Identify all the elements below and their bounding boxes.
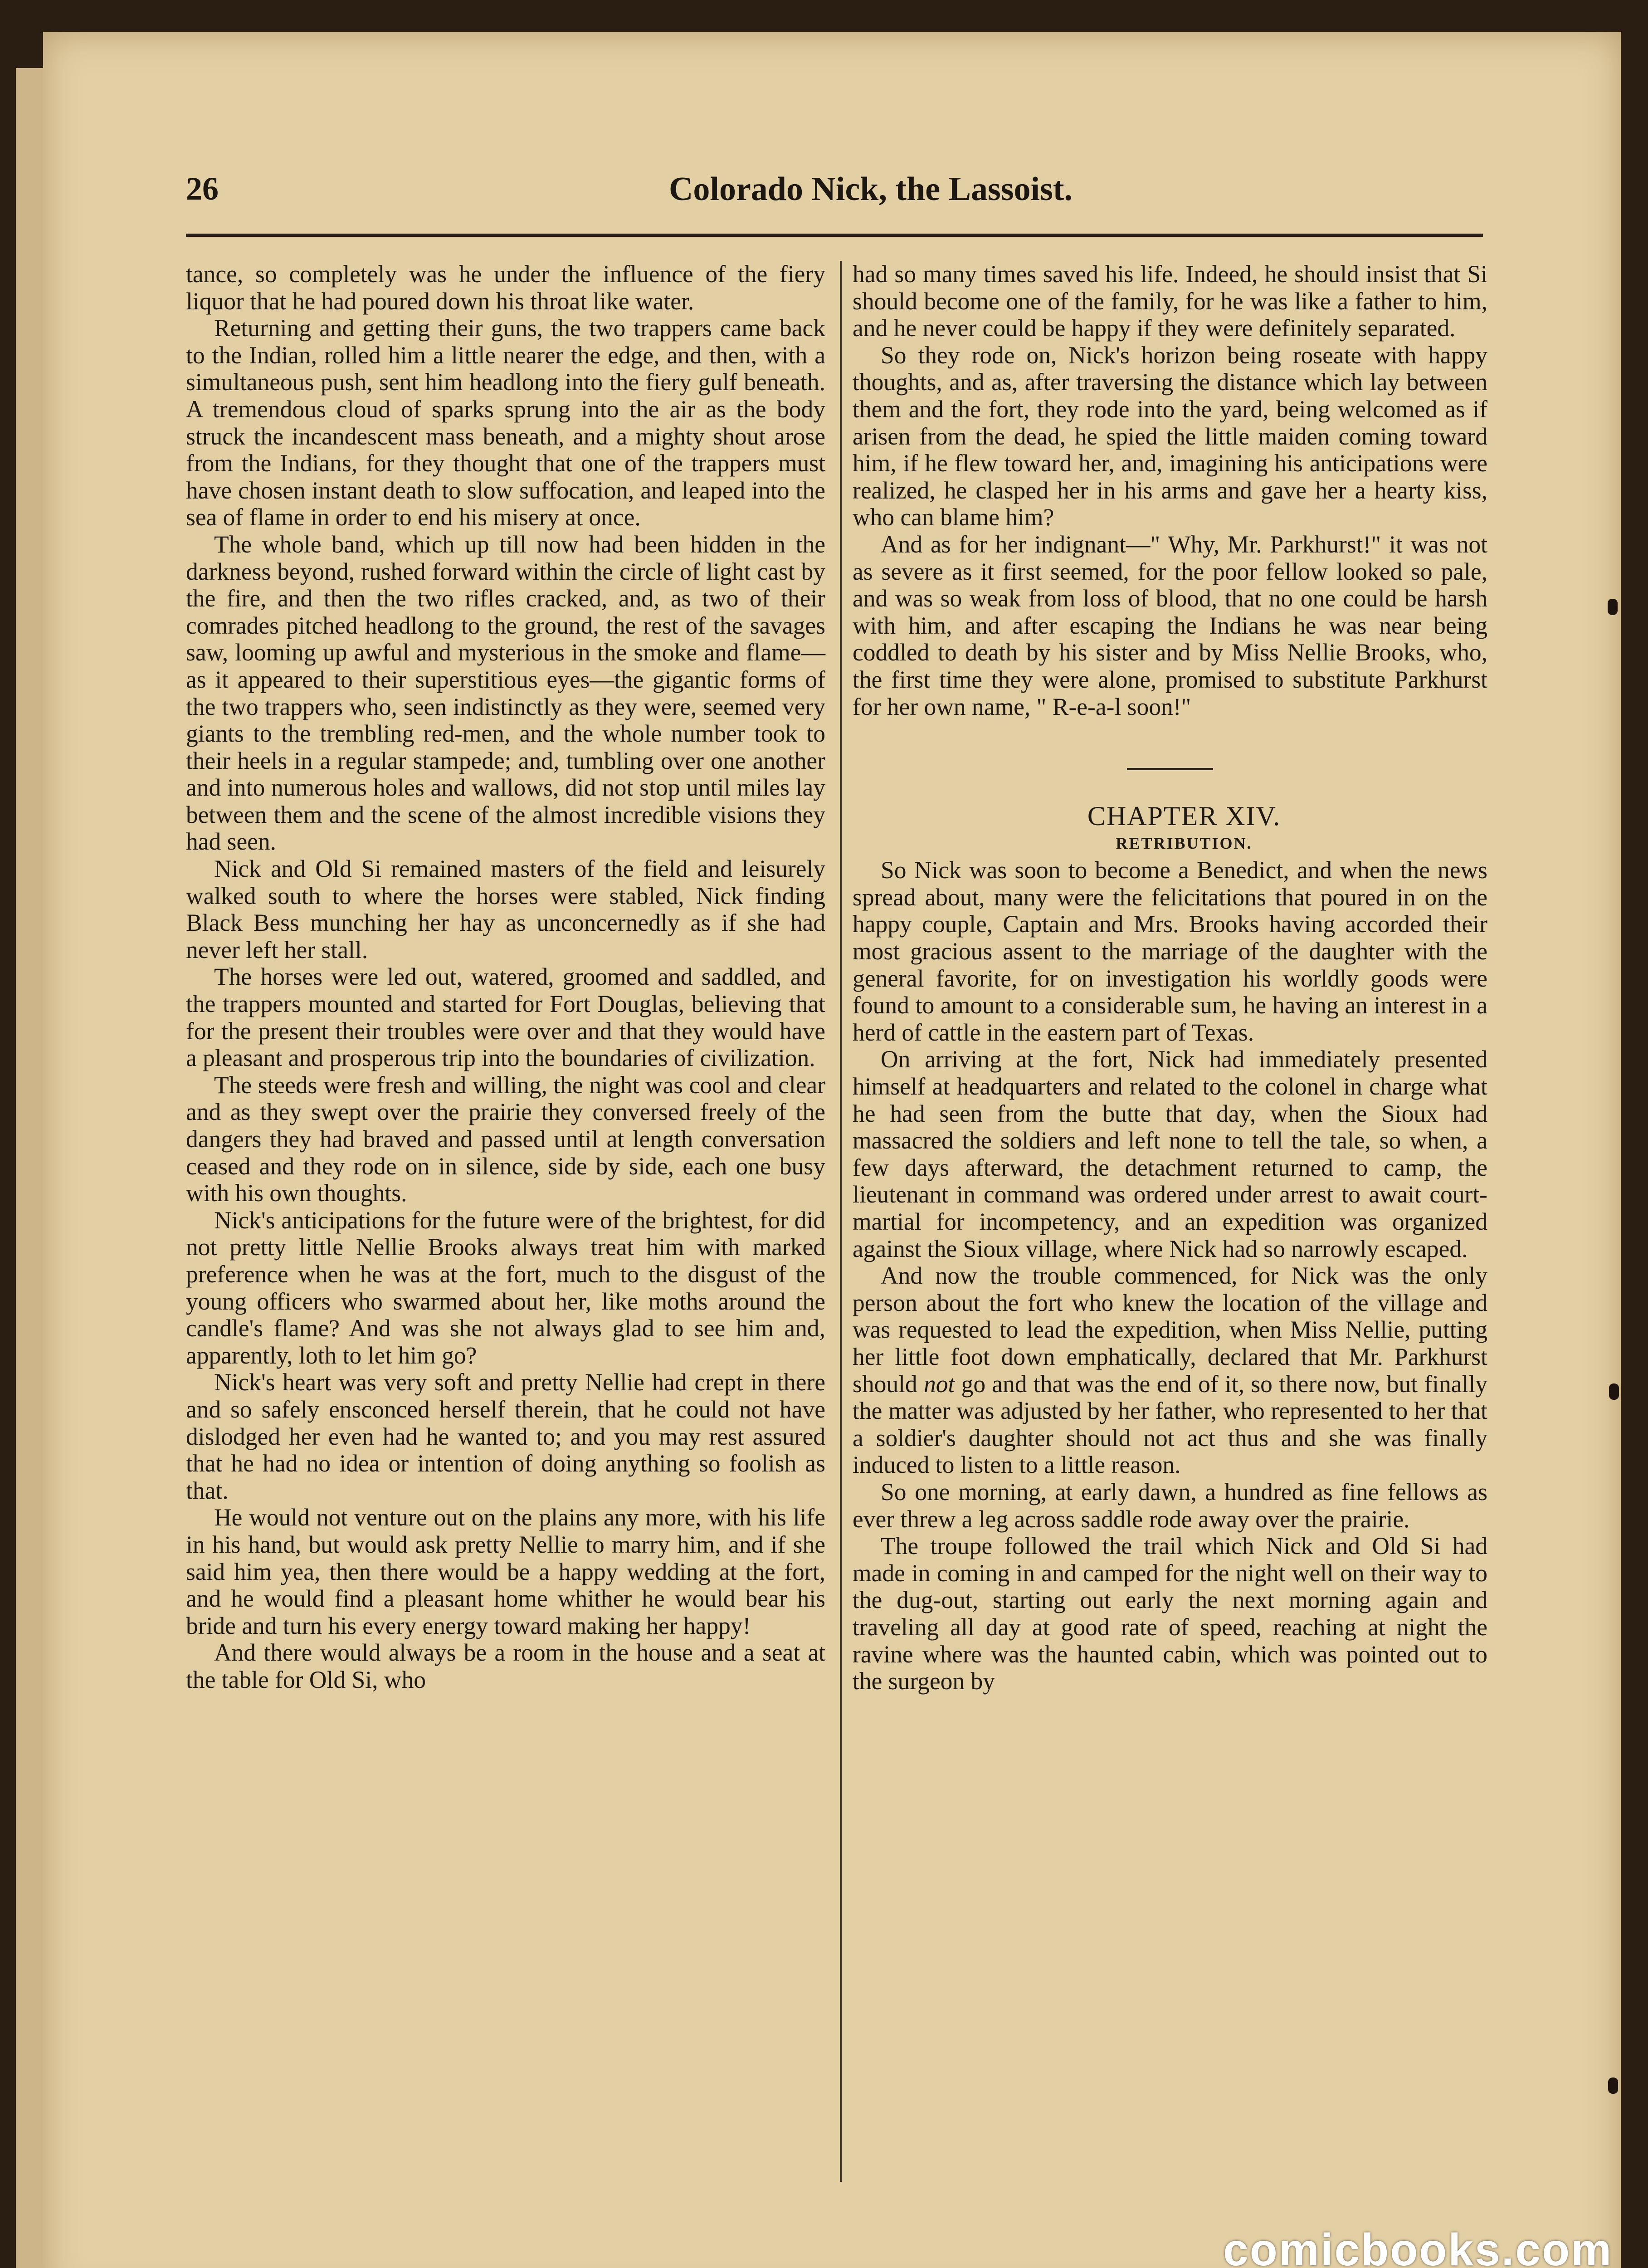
paragraph-text: And now the trouble commenced, for Nick was the only person about the fort who knew the location of the village and was requested to lead the expedition, when Miss Nellie, putting her little foot down emphatically, declared that Mr. Parkhurst should xyxy=(853,1262,1487,1398)
watermark: comicbooks.com xyxy=(1223,2224,1613,2268)
page-number: 26 xyxy=(186,171,219,207)
paragraph: had so many times saved his life. Indeed, he should insist that Si should become one of the family, for he was like a father to him, and he never could be happy if they were definitely separated. xyxy=(853,260,1487,342)
right-column xyxy=(853,261,1487,1695)
page-header xyxy=(186,170,1483,225)
chapter-divider-rule xyxy=(1127,768,1213,770)
binding-hole xyxy=(1609,1383,1619,1400)
paragraph: The horses were led out, watered, groomed and saddled, and the trappers mounted and started for Fort Douglas, believing that for the present their troubles were over and that they would have a pleasant and prosperous trip into the boundaries of civilization. xyxy=(186,963,825,1072)
left-column xyxy=(186,261,825,1693)
running-title: Colorado Nick, the Lassoist. xyxy=(668,171,1073,208)
chapter-subtitle: RETRIBUTION. xyxy=(1116,834,1253,852)
paragraph: So they rode on, Nick's horizon being roseate with happy thoughts, and as, after traversing the distance which lay between them and the fort, they rode into the yard, being welcomed as if arisen from the dead, he spied the little maiden coming toward him, if he flew toward her, and, imagining his anticipations were realized, he clasped her in his arms and gave her a hearty kiss, who can blame him? xyxy=(853,341,1487,531)
paragraph: Returning and getting their guns, the two trappers came back to the Indian, rolled him a little nearer the edge, and then, with a simultaneous push, sent him headlong into the fiery gulf beneath. A tremendous cloud of sparks sprung into the air as the body struck the incandescent mass beneath, and a mighty shout arose from the Indians, for they thought that one of the trappers must have chosen instant death to slow suffocation, and leaped into the sea of flame in order to end his misery at once. xyxy=(186,314,825,531)
chapter-heading: CHAPTER XIV. xyxy=(1087,801,1281,831)
column-divider xyxy=(840,261,842,2182)
paragraph: The troupe followed the trail which Nick and Old Si had made in coming in and camped for the night well on their way to the dug-out, starting out early the next morning again and traveling all day at good rate of speed, reaching at night the ravine where was the haunted cabin, which was pointed out to the surgeon by xyxy=(853,1532,1487,1695)
paragraph xyxy=(853,1262,1487,1479)
paragraph-text: go and that was the end of it, so there now, but finally the matter was adjusted by her father, who represented to her that a soldier's daughter should not act thus and she was finally induced to listen to a little reason. xyxy=(853,1370,1487,1479)
paragraph: Nick's heart was very soft and pretty Nellie had crept in there and so safely ensconced herself therein, that he could not have dislodged her even had he wanted to; and you may rest assured that he had no idea or intention of doing anything so foolish as that. xyxy=(186,1369,825,1504)
paragraph: Nick and Old Si remained masters of the field and leisurely walked south to where the horses were stabled, Nick finding Black Bess munching her hay as unconcernedly as if she had never left her stall. xyxy=(186,855,825,963)
paragraph: So Nick was soon to become a Benedict, and when the news spread about, many were the felicitations that poured in on the happy couple, Captain and Mrs. Brooks having accorded their most gracious assent to the marriage of the daughter with the general favorite, for on investigation his worldly goods were found to amount to a considerable sum, he having an interest in a herd of cattle in the eastern part of Texas. xyxy=(853,856,1487,1046)
header-rule xyxy=(186,234,1483,237)
paragraph: And there would always be a room in the house and a seat at the table for Old Si, who xyxy=(186,1639,825,1693)
paragraph: He would not venture out on the plains any more, with his life in his hand, but would ask pretty Nellie to marry him, and if she said him yea, then there would be a happy wedding at the fort, and he would find a pleasant home whither he would bear his bride and turn his every energy toward making her happy! xyxy=(186,1504,825,1639)
paragraph: The whole band, which up till now had been hidden in the darkness beyond, rushed forward within the circle of light cast by the fire, and then the two rifles cracked, and, as two of their comrades pitched headlong to the ground, the rest of the savages saw, looming up awful and mysterious in the smoke and flame—as it appeared to their superstitious eyes—the gigantic forms of the two trappers who, seen indistinctly as they were, seemed very giants to the trembling red-men, and the whole number took to their heels in a regular stampede; and, tumbling over one another and into numerous holes and wallows, did not stop until miles lay between them and the scene of the almost incredible visions they had seen. xyxy=(186,530,825,855)
paragraph: And as for her indignant—" Why, Mr. Parkhurst!" it was not as severe as it first seemed, for the poor fellow looked so pale, and was so weak from loss of blood, that no one could be harsh with him, and after escaping the Indians he was near being coddled to death by his sister and by Miss Nellie Brooks, who, the first time they were alone, promised to substitute Parkhurst for her own name, " R-e-a-l soon!" xyxy=(853,530,1487,720)
binding-hole xyxy=(1608,2077,1618,2094)
emphasized-word: not xyxy=(923,1370,955,1398)
binding-hole xyxy=(1608,599,1618,615)
paragraph: So one morning, at early dawn, a hundred as fine fellows as ever threw a leg across saddle rode away over the prairie. xyxy=(853,1478,1487,1533)
paragraph: tance, so completely was he under the influence of the fiery liquor that he had poured down his throat like water. xyxy=(186,260,825,315)
paragraph: Nick's anticipations for the future were of the brightest, for did not pretty little Nellie Brooks always treat him with marked preference when he was at the fort, much to the disgust of the young officers who swarmed about her, like moths around the candle's flame? And was she not always glad to see him and, apparently, loth to let him go? xyxy=(186,1206,825,1369)
paragraph: The steeds were fresh and willing, the night was cool and clear and as they swept over the prairie they conversed freely of the dangers they had braved and passed until at length conversation ceased and they rode on in silence, side by side, each one busy with his own thoughts. xyxy=(186,1071,825,1207)
paragraph: On arriving at the fort, Nick had immediately presented himself at headquarters and related to the colonel in charge what he had seen from the butte that day, when the Sioux had massacred the soldiers and left none to tell the tale, so when, a few days afterward, the detachment returned to camp, the lieutenant in command was ordered under arrest to await court-martial for incompetency, and an expedition was organized against the Sioux village, where Nick had so narrowly escaped. xyxy=(853,1046,1487,1262)
